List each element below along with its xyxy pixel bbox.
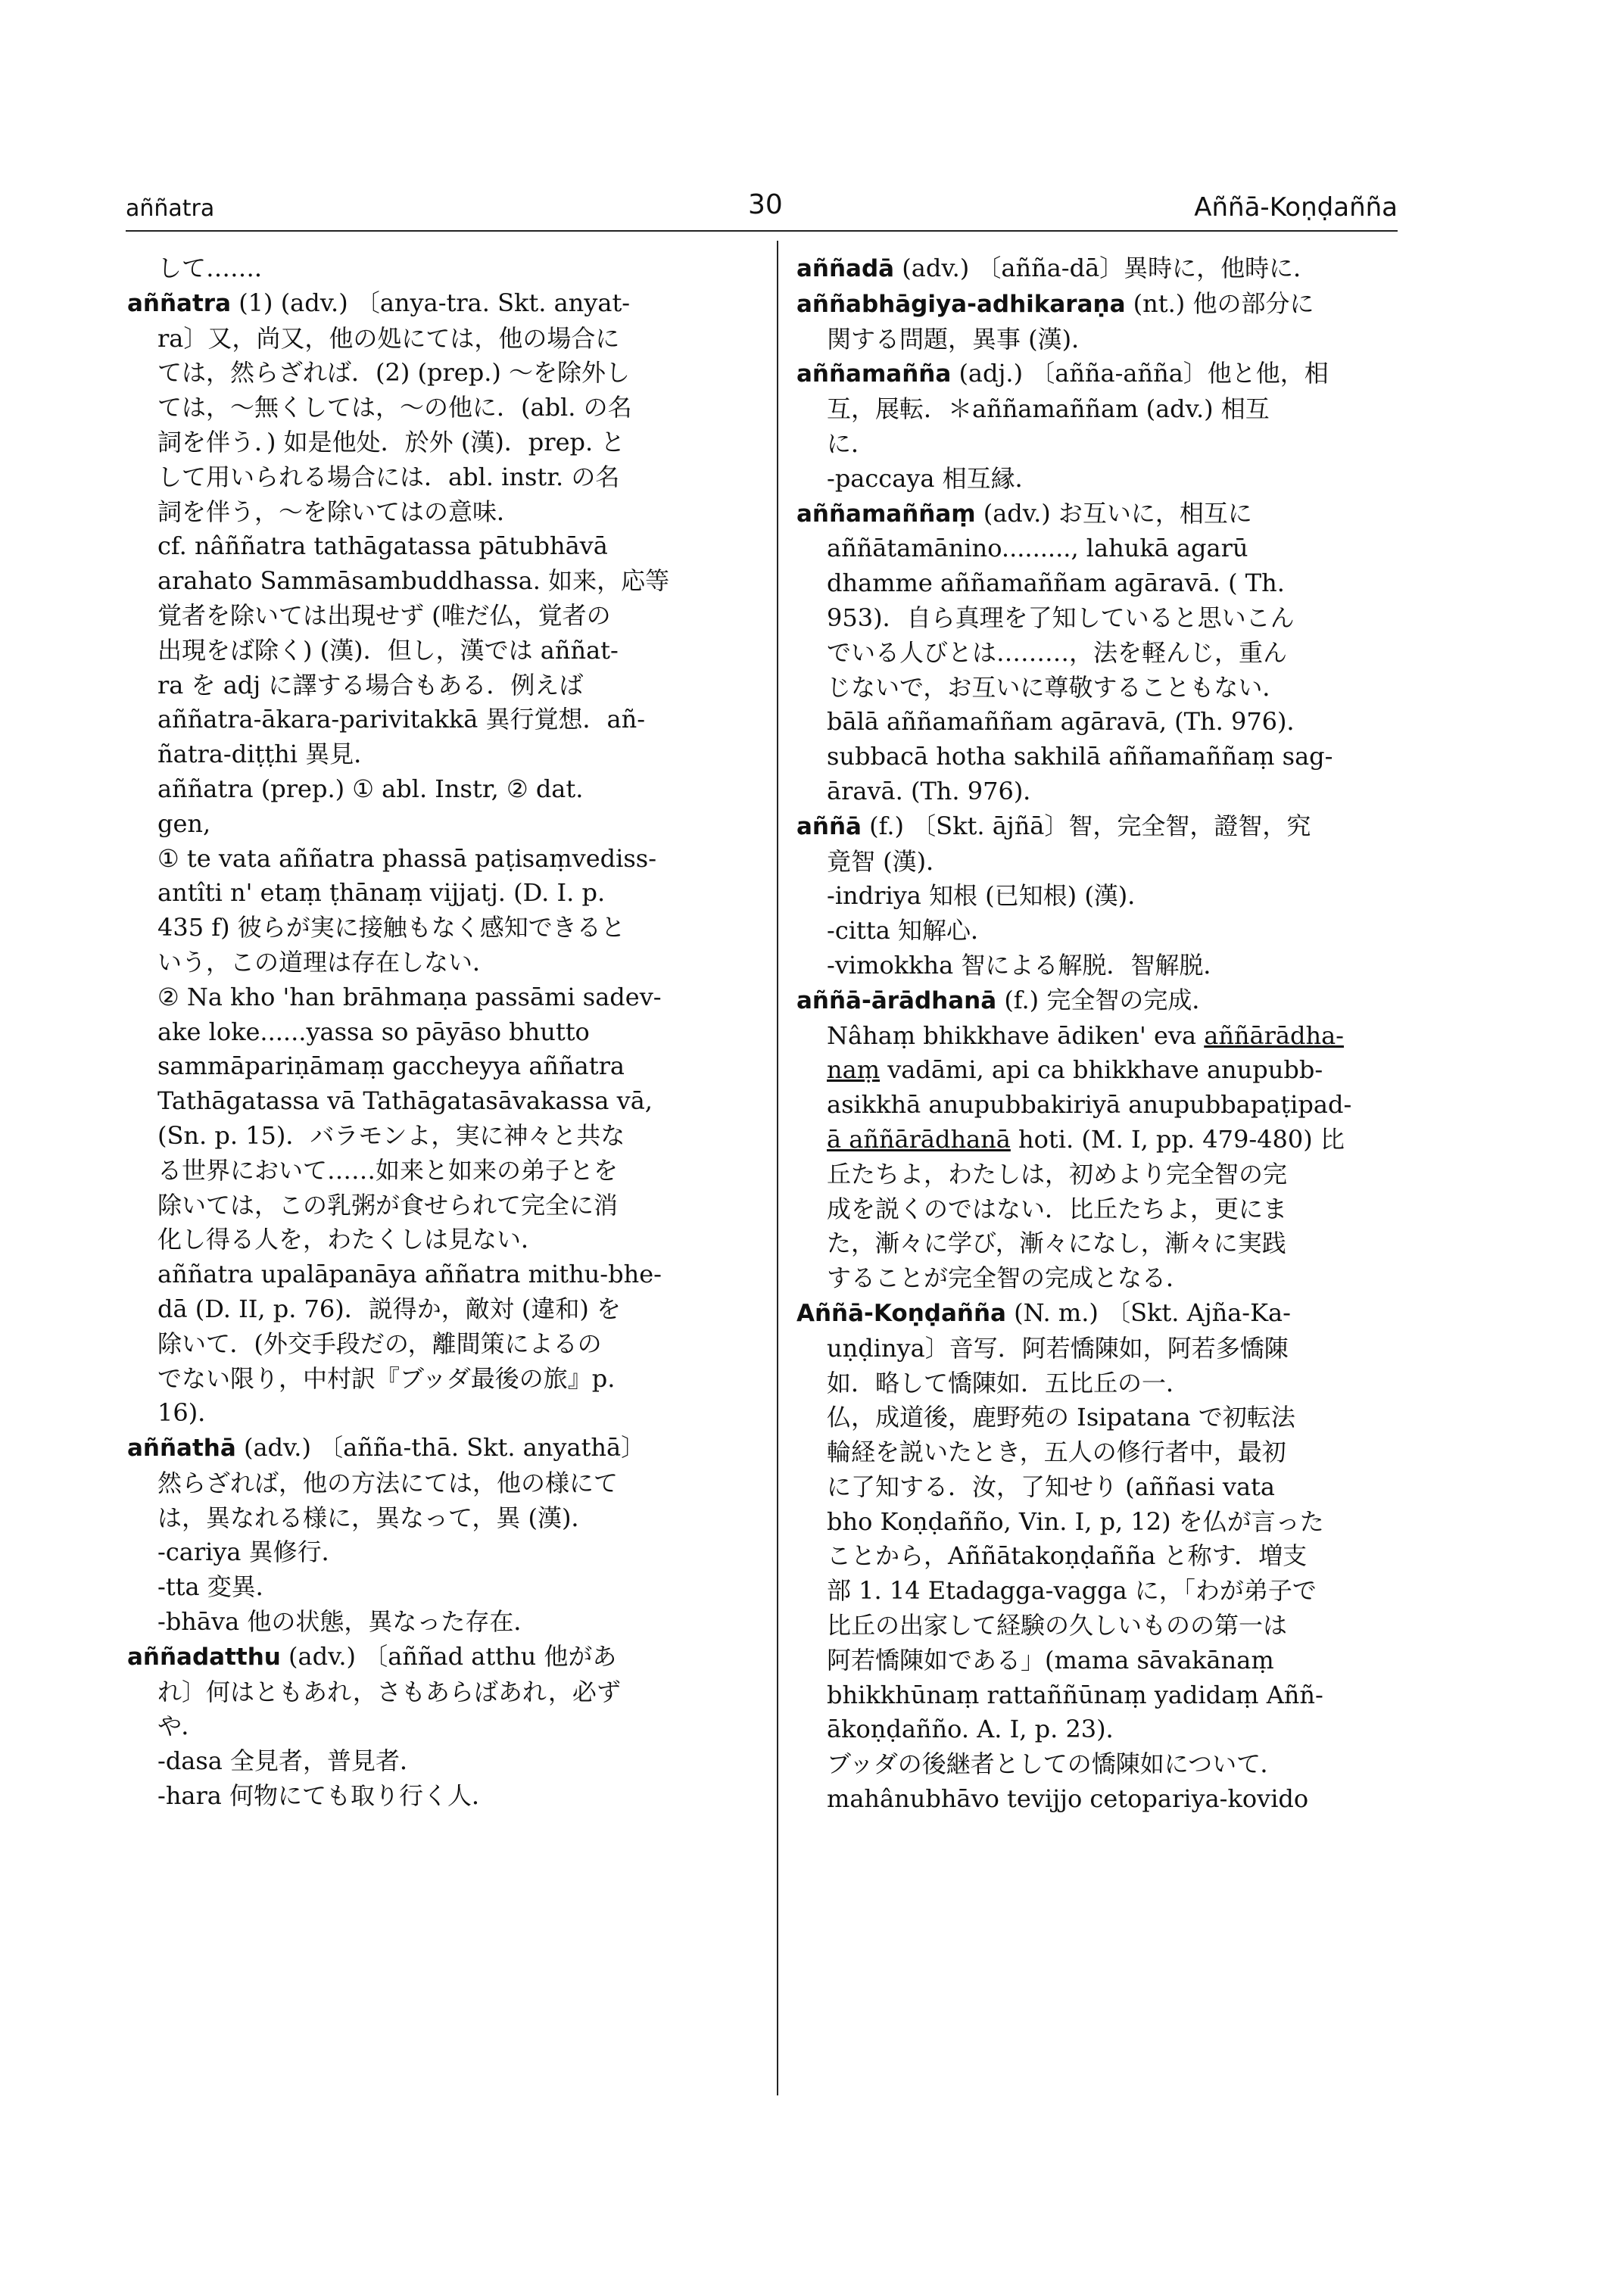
quotation-text: bālā aññamaññam agāravā, (Th. 976)． <box>827 707 1311 737</box>
definition-text: ては，～無くしては，～の他に．(abl. の名 <box>157 393 632 422</box>
definition-text: (adv.) お互いに，相互に <box>983 498 1252 528</box>
quotation-text: た，漸々に学び，漸々になし，漸々に実践 <box>827 1229 1286 1258</box>
entry-head <box>127 1640 756 1675</box>
headword: aññā-ārādhanā <box>796 986 997 1014</box>
page-number: 30 <box>748 189 783 220</box>
page-header <box>126 189 1398 235</box>
definition-text: 16)． <box>157 1398 223 1428</box>
definition-text: 輪経を説いたとき，五人の修行者中，最初 <box>827 1438 1286 1467</box>
definition-text: して用いられる場合には．abl. instr. の名 <box>157 462 620 491</box>
headword: aññabhāgiya-adhikaraṇa <box>796 290 1126 318</box>
definition-text: bho Koṇḍañño, Vin. I, p, 12) を仏が言った <box>827 1506 1324 1536</box>
definition-text: 部 1. 14 Etadagga-vagga に，「わが弟子で <box>827 1576 1317 1606</box>
headword: aññatra <box>127 289 232 317</box>
definition-text: 出現をば除く) (漢)．但し，漢では aññat- <box>157 635 619 665</box>
entry-head <box>796 983 1402 1019</box>
continuation-text: して……． <box>157 254 279 282</box>
entry-head <box>796 251 1402 287</box>
definition-text: sammāpariṇāmaṃ gaccheyya aññatra <box>157 1051 625 1081</box>
definition-text: (f.) 〔Skt. ājñā〕智，完全智，證智，究 <box>869 811 1311 840</box>
quotation-text: することが完全智の完成となる． <box>827 1263 1191 1293</box>
quotation-text: でいる人びとは………，法を軽んじ，重ん <box>827 637 1288 667</box>
headword: aññadatthu <box>127 1643 281 1671</box>
definition-text: (f.) 完全智の完成． <box>1004 985 1217 1014</box>
definition-text: 覚者を除いては出現せず (唯だ仏，覚者の <box>157 600 611 630</box>
definition-text: 比丘の出家して経験の久しいものの第一は <box>827 1611 1288 1640</box>
sub-entry: -hara 何物にても取り行く人． <box>157 1781 497 1811</box>
definition-text: 化し得る人を，わたくしは見ない． <box>157 1225 546 1254</box>
sub-entry: -paccaya 相互縁． <box>827 463 1040 493</box>
definition-text: arahato Sammāsambuddhassa. 如来，応等 <box>157 566 670 596</box>
sub-entry: -vimokkha 智による解脱．智解脱． <box>827 950 1228 980</box>
entry-head <box>796 809 1402 845</box>
quotation-text: 成を説くのではない．比丘たちよ，更にま <box>827 1194 1288 1223</box>
entry-annatha <box>127 1431 756 1640</box>
column-divider <box>777 241 778 2095</box>
definition-text: (adv.) 〔aññad atthu 他があ <box>288 1641 617 1671</box>
definition-text: Tathāgatassa vā Tathāgatasāvakassa vā, <box>157 1086 653 1116</box>
definition-text: mahânubhāvo tevijjo cetopariya-kovido <box>827 1784 1309 1814</box>
quotation-text: dhamme aññamaññam agāravā. ( Th. <box>827 569 1285 598</box>
definition-text: れ〕何はともあれ，さもあらばあれ，必ず <box>157 1677 621 1706</box>
definition-text: は，異なれる様に，異なって，異 (漢)． <box>157 1503 596 1532</box>
headword: Aññā-Koṇḍañña <box>796 1299 1006 1327</box>
definition-text: ākoṇḍañño. A. I, p. 23)． <box>827 1715 1130 1744</box>
quotation-text: Nâhaṃ bhikkhave ādiken' eva aññārādha- <box>827 1020 1344 1050</box>
quotation-text: āravā. (Th. 976)． <box>827 776 1048 805</box>
headword: aññathā <box>127 1435 236 1463</box>
definition-text: 仏，成道後，鹿野苑の Isipatana で初転法 <box>827 1403 1295 1432</box>
definition-text: bhikkhūnaṃ rattaññūnaṃ yadidaṃ Aññ- <box>827 1680 1323 1709</box>
entry-annadatthu <box>127 1640 756 1814</box>
definition-text: gen, <box>157 808 211 838</box>
definition-text: ra を adj に譯する場合もある．例えば <box>157 670 584 699</box>
definition-text: 如．略して憍陳如．五比丘の一． <box>827 1368 1191 1397</box>
definition-text: ① te vata aññatra phassā paṭisaṃvediss- <box>157 843 657 873</box>
definition-text: 互，展転．＊aññamaññam (adv.) 相互 <box>827 394 1270 424</box>
quotation-text: 953)．自ら真理を了知していると思いこん <box>827 603 1295 632</box>
quotation-text: ā aññārādhanā hoti. (M. I, pp. 479-480) 比 <box>827 1124 1345 1154</box>
entry-head <box>796 357 1402 392</box>
quotation-text: naṃ vadāmi, api ca bhikkhave anupubb- <box>827 1055 1323 1085</box>
definition-text: (adv.) 〔añña-dā〕異時に，他時に． <box>902 254 1318 282</box>
entry-annabhagiya-adhikarana <box>796 287 1402 357</box>
quotation-text: じないで，お互いに尊敬することもない． <box>827 672 1287 702</box>
definition-text: 除いては，この乳粥が食せられて完全に消 <box>157 1190 619 1220</box>
sub-entry: -bhāva 他の状態，異なった存在． <box>157 1607 538 1637</box>
quotation-text: aññātamānino........., lahukā agarū <box>827 534 1248 563</box>
right-column <box>796 251 1402 1817</box>
definition-text: ñatra-diṭṭhi 異見． <box>157 740 379 769</box>
definition-text: cf. nâññatra tathāgatassa pātubhāvā <box>157 531 608 561</box>
entry-head <box>796 287 1402 322</box>
definition-text: aññatra-ākara-parivitakkā 異行覚想．añ- <box>157 705 646 734</box>
definition-text: (1) (adv.) 〔anya-tra. Skt. anyat- <box>238 288 631 317</box>
definition-text: 然らざれば，他の方法にては，他の様にて <box>157 1468 619 1497</box>
running-head-right: Aññā-Koṇḍañña <box>1194 192 1398 223</box>
entry-anna-kondanna <box>796 1296 1402 1817</box>
entry-annamanna <box>796 357 1402 496</box>
quotation-text: subbacā hotha sakhilā aññamaññaṃ sag- <box>827 742 1333 771</box>
definition-text: (N. m.) 〔Skt. Ajña-Ka- <box>1014 1298 1291 1327</box>
entry-annada <box>796 251 1402 287</box>
definition-text: ake loke......yassa so pāyāso bhutto <box>157 1017 590 1046</box>
entry-head <box>796 497 1402 532</box>
definition-text: 関する問題，異事 (漢)． <box>827 324 1096 354</box>
entry-annamannam <box>796 497 1402 809</box>
definition-text: や． <box>157 1712 206 1741</box>
header-rule <box>126 230 1398 232</box>
definition-text: antîti n' etaṃ ṭhānaṃ vijjatj. (D. I. p. <box>157 878 606 908</box>
entry-head <box>796 1296 1402 1332</box>
definition-text: いう，この道理は存在しない． <box>157 947 497 977</box>
definition-text: 詞を伴う．) 如是他处．於外 (漢)．prep. と <box>157 427 625 456</box>
definition-text: 詞を伴う，～を除いてはの意味． <box>157 497 522 526</box>
definition-text: ra〕又，尚又，他の処にては，他の場合に <box>157 323 620 353</box>
entry-annatra <box>127 286 756 1431</box>
quotation-text: asikkhā anupubbakiriyā anupubbapaṭipad- <box>827 1090 1352 1120</box>
running-head-left: aññatra <box>126 195 215 222</box>
definition-text: uṇḍinya〕音写．阿若憍陳如，阿若多憍陳 <box>827 1333 1289 1363</box>
definition-text: ては，然らざれば．(2) (prep.) ～を除外し <box>157 358 631 388</box>
sub-entry: -citta 知解心． <box>827 916 995 946</box>
definition-text: に． <box>827 428 876 458</box>
headword: aññamañña <box>796 360 952 388</box>
sub-entry: -dasa 全見者，普見者． <box>157 1746 425 1776</box>
definition-text: ② Na kho 'han brāhmaṇa passāmi sadev- <box>157 982 662 1011</box>
quotation-text: 丘たちよ，わたしは，初めより完全智の完 <box>827 1159 1288 1189</box>
definition-text: dā (D. II, p. 76)．説得か，敵対 (違和) を <box>157 1294 622 1323</box>
definition-text: ことから，Aññātakoṇḍañña と称す．増支 <box>827 1541 1308 1571</box>
sub-entry: -indriya 知根 (已知根) (漢)． <box>827 881 1152 911</box>
definition-text: aññatra upalāpanāya aññatra mithu-bhe- <box>157 1260 662 1289</box>
definition-text: 竟智 (漢)． <box>827 846 951 876</box>
definition-text: る世界において……如来と如来の弟子とを <box>157 1155 619 1185</box>
definition-text: でない限り，中村訳『ブッダ最後の旅』p. <box>157 1363 616 1393</box>
definition-text: aññatra (prep.) ① abl. Instr, ② dat. <box>157 774 584 803</box>
definition-text: (Sn. p. 15)．バラモンよ，実に神々と共な <box>157 1120 625 1150</box>
sub-entry: -cariya 異修行． <box>157 1537 346 1567</box>
definition-text: (adv.) 〔añña-thā. Skt. anyathā〕 <box>243 1433 646 1463</box>
entry-head <box>127 286 756 322</box>
definition-text: ブッダの後継者としての憍陳如について． <box>827 1749 1285 1779</box>
headword: aññamaññaṃ <box>796 500 976 528</box>
entry-anna <box>796 809 1402 983</box>
sub-entry: -tta 変異． <box>157 1572 280 1602</box>
definition-text: に了知する．汝，了知せり (aññasi vata <box>827 1472 1275 1501</box>
definition-text: (adj.) 〔añña-añña〕他と他，相 <box>959 359 1329 388</box>
definition-text: 除いて．(外交手段だの，離間策によるの <box>157 1329 602 1358</box>
definition-text: (nt.) 他の部分に <box>1133 288 1314 318</box>
headword: aññadā <box>796 255 895 282</box>
headword: aññā <box>796 812 862 840</box>
definition-text: 435 f) 彼らが実に接触もなく感知できると <box>157 913 625 942</box>
entry-anna-aradhana <box>796 983 1402 1296</box>
entry-head <box>127 1431 756 1466</box>
left-column <box>127 251 756 1814</box>
definition-text: 阿若憍陳如である」(mama sāvakānaṃ <box>827 1645 1274 1675</box>
